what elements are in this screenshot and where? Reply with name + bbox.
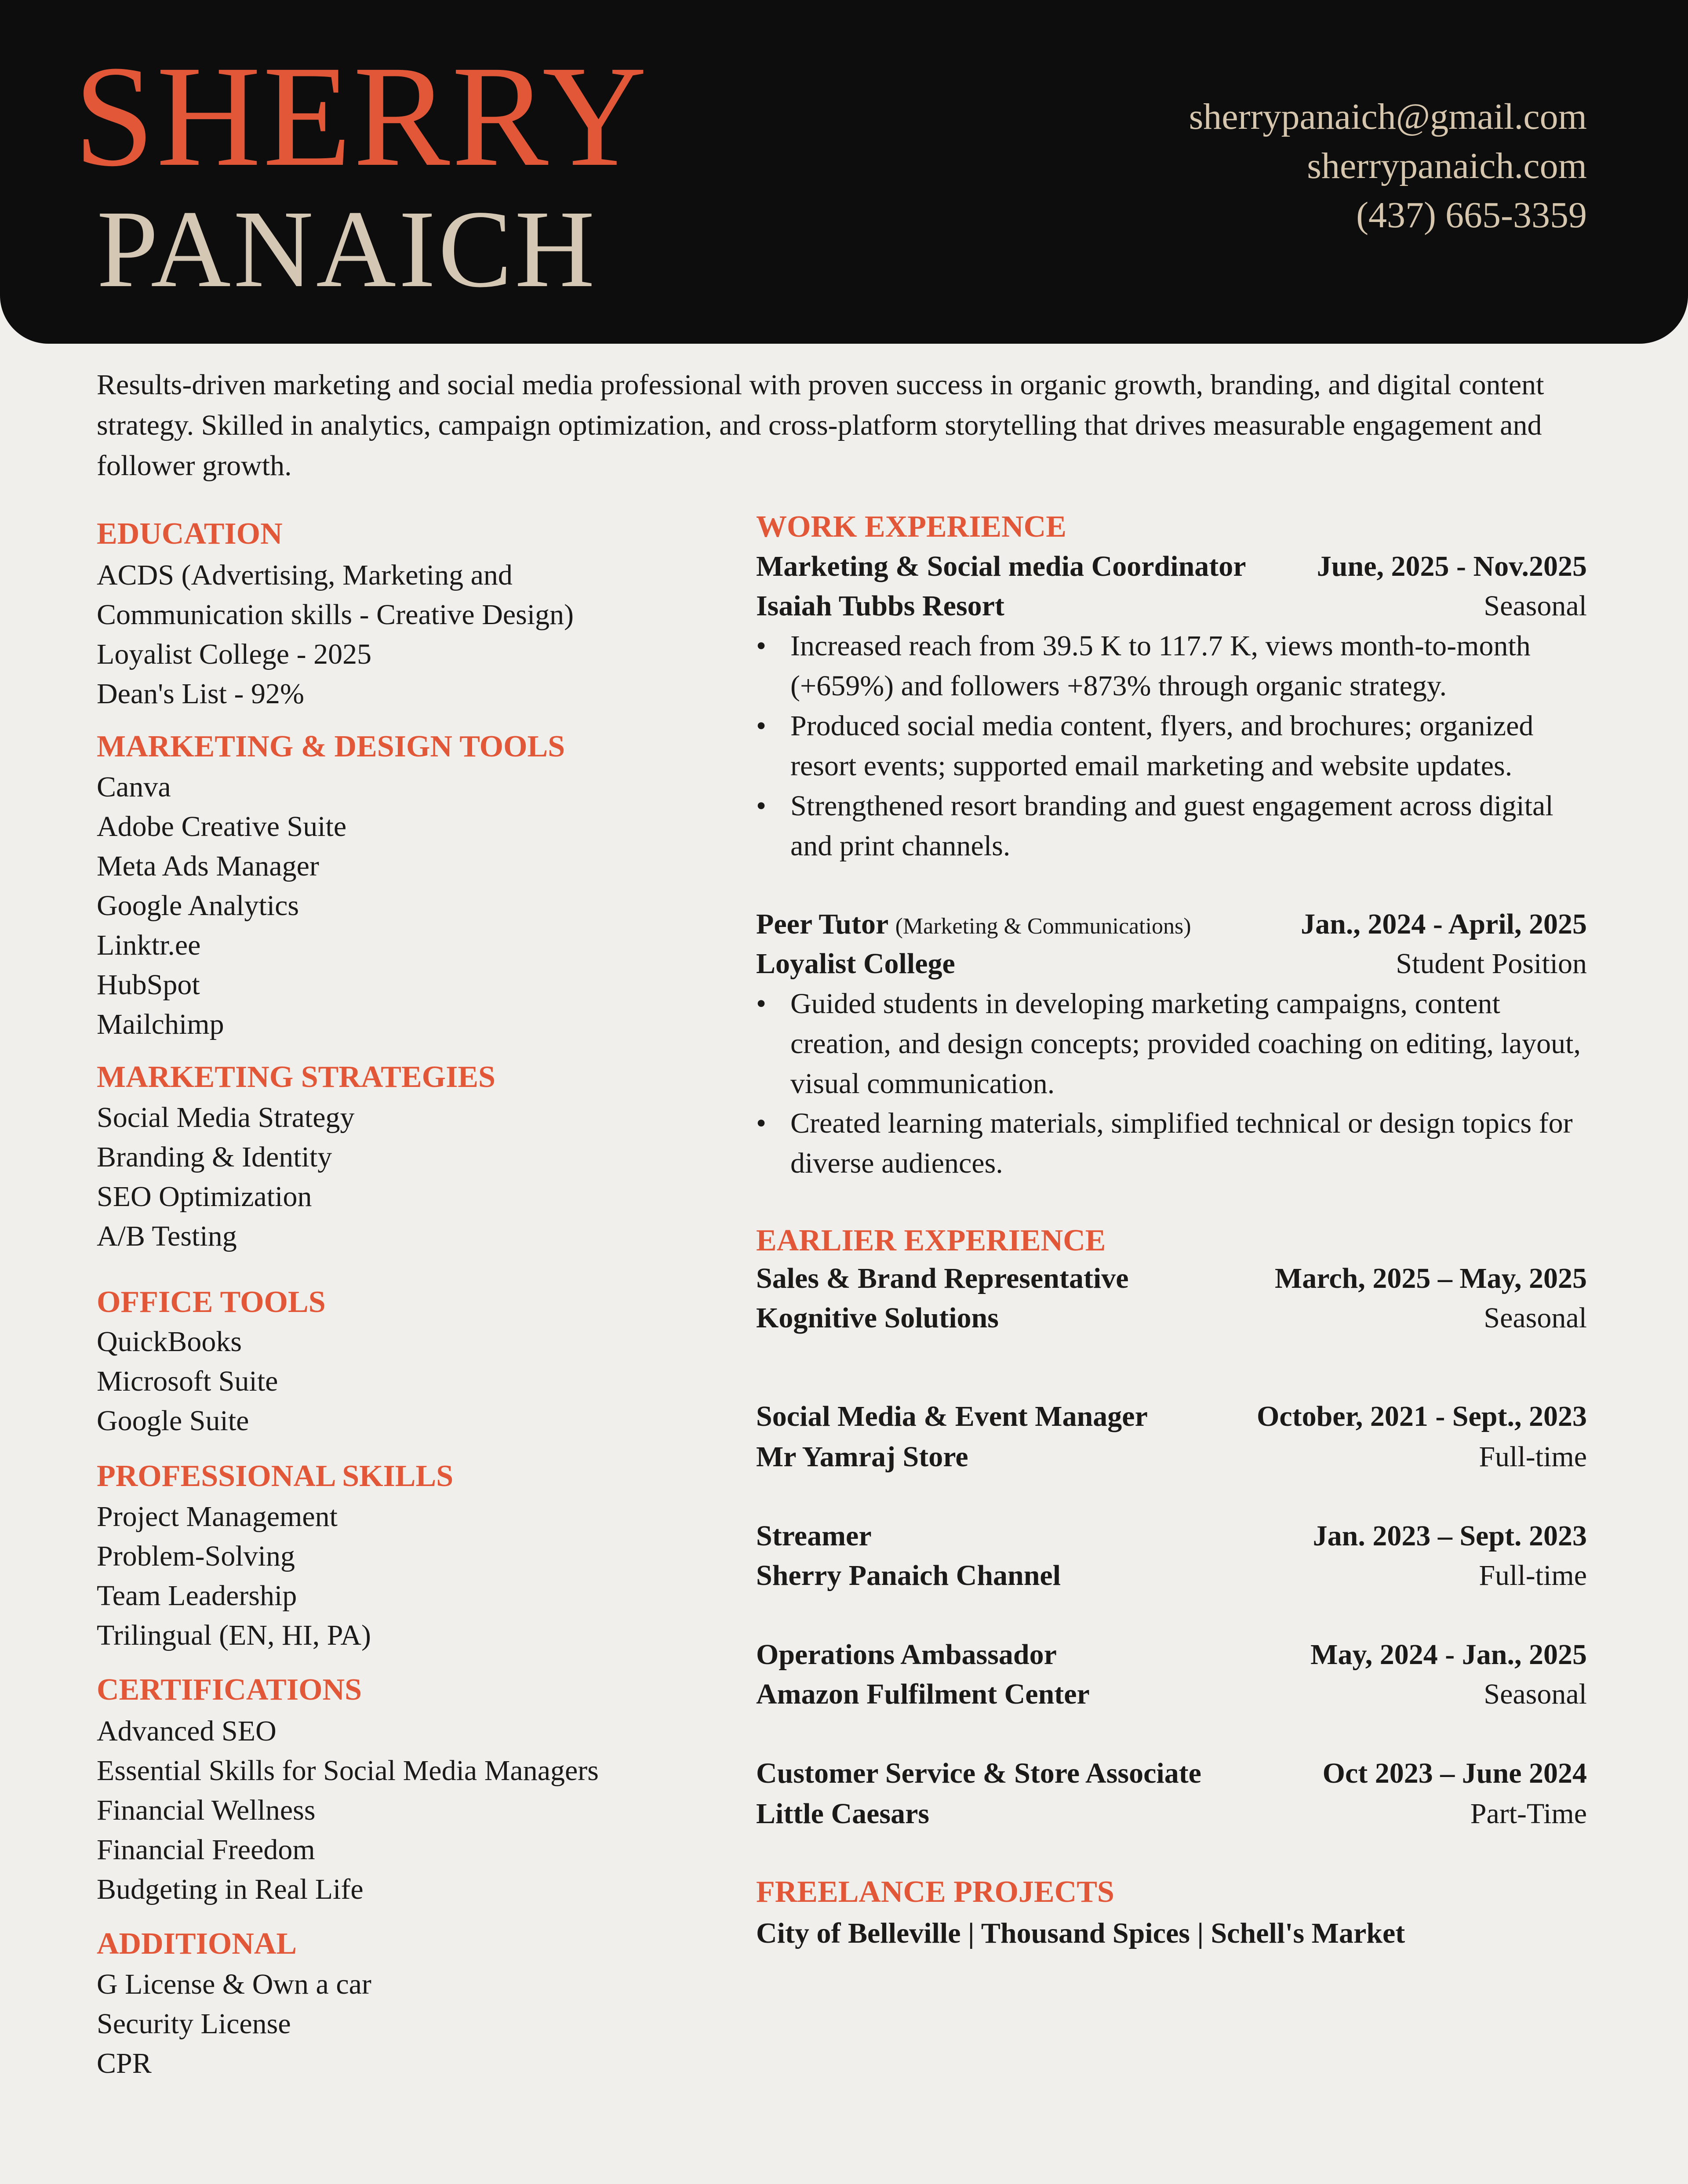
job-title: Customer Service & Store Associate — [756, 1757, 1201, 1789]
job-type: Seasonal — [1484, 590, 1587, 622]
job-title: Marketing & Social media Coordinator — [756, 550, 1246, 582]
job-org: Mr Yamraj Store — [756, 1441, 968, 1473]
earlier-heading: EARLIER EXPERIENCE — [756, 1224, 1106, 1257]
job-org: Sherry Panaich Channel — [756, 1559, 1061, 1592]
job-org: Amazon Fulfilment Center — [756, 1678, 1090, 1710]
job-dates: Jan. 2023 – Sept. 2023 — [1313, 1520, 1587, 1552]
skills-item: Trilingual (EN, HI, PA) — [97, 1619, 371, 1651]
additional-item: G License & Own a car — [97, 1968, 371, 2000]
education-heading: EDUCATION — [97, 517, 283, 551]
strategies-item: A/B Testing — [97, 1220, 237, 1252]
right-column: WORK EXPERIENCE Marketing & Social media Coordinator June, 2025 - Nov.2025 Isaiah Tubbs Resort Seasonal • Increased reach from 39.5 K to 117.7 K, views month-to-month (+659%) and followers +873% through organic strategy. • Produced social media content, flyers, and brochures; organized resort events; supported email marketing and website updates. • Strengthened resort branding and guest engagement across digital and print channels. Peer Tutor (Marketing & Communications) Jan., 2024 - April, 2025 Loyalist College Student Position • Guided students in developing marketing campaigns, content creation, and design concepts; provided coaching on editing, layout, visual communication. • Created learning materials, simplified technical or design topics for diverse audiences. EARLIER EXPERIENCE Sales & Brand Representative March, 2025 – May, 2025 Kognitive Solutions Seasonal Social Media & Event Manager October, 2021 - Sept., 2023 Mr Yamraj Store Full-time Streamer Jan. 2023 – Sept. 2023 Sherry Panaich Channel Full-time Operations Ambassador May, 2024 - Jan., 2025 Amazon Fulfilment Center Seasonal Customer Service & Store Associate Oct 2023 – June 2024 Little Caesars Part-Time FREELANCE PROJECTS City of Belleville | Thousand Spices | Schell's Market — [756, 510, 1587, 1949]
additional-item: CPR — [97, 2047, 152, 2079]
job-dates: March, 2025 – May, 2025 — [1274, 1262, 1587, 1294]
strategies-item: SEO Optimization — [97, 1181, 312, 1213]
job-title-row — [756, 552, 1587, 581]
bullet-dot-icon: • — [756, 988, 767, 1020]
job-org-row — [756, 592, 1587, 621]
certifications-item: Financial Wellness — [97, 1794, 316, 1826]
job-title-row — [756, 1402, 1587, 1431]
education-line: ACDS (Advertising, Marketing and — [97, 559, 513, 591]
job-type: Seasonal — [1484, 1678, 1587, 1710]
strategies-item: Social Media Strategy — [97, 1101, 355, 1134]
tools-item: HubSpot — [97, 969, 200, 1001]
freelance-projects: City of Belleville | Thousand Spices | Schell's Market — [756, 1917, 1405, 1949]
left-column — [97, 0, 725, 2184]
tools-item: Linktr.ee — [97, 929, 201, 961]
certifications-item: Essential Skills for Social Media Managers — [97, 1755, 599, 1787]
job-subtitle: (Marketing & Communications) — [895, 914, 1191, 939]
job-org-row — [756, 1680, 1587, 1709]
job-dates: October, 2021 - Sept., 2023 — [1256, 1400, 1587, 1432]
education-line: Communication skills - Creative Design) — [97, 599, 574, 631]
skills-item: Problem-Solving — [97, 1540, 295, 1572]
strategies-item: Branding & Identity — [97, 1141, 332, 1173]
education-line: Dean's List - 92% — [97, 678, 304, 710]
office-heading: OFFICE TOOLS — [97, 1285, 326, 1319]
tools-item: Meta Ads Manager — [97, 850, 319, 882]
job-dates: June, 2025 - Nov.2025 — [1317, 550, 1587, 582]
job-title: Streamer — [756, 1520, 872, 1552]
job-title-row — [756, 1264, 1587, 1293]
job-type: Full-time — [1479, 1559, 1587, 1592]
certifications-item: Advanced SEO — [97, 1715, 276, 1747]
office-item: Google Suite — [97, 1405, 249, 1437]
job-org: Isaiah Tubbs Resort — [756, 590, 1004, 622]
job-dates: May, 2024 - Jan., 2025 — [1310, 1639, 1587, 1671]
additional-heading: ADDITIONAL — [97, 1927, 297, 1961]
skills-item: Project Management — [97, 1501, 338, 1533]
office-item: Microsoft Suite — [97, 1365, 278, 1397]
job-type: Part-Time — [1470, 1798, 1587, 1830]
bullet-dot-icon: • — [756, 630, 767, 662]
job-title-row — [756, 1640, 1587, 1669]
freelance-heading: FREELANCE PROJECTS — [756, 1875, 1114, 1909]
job-type: Student Position — [1396, 948, 1587, 980]
job-org-row — [756, 1561, 1587, 1590]
job-title: Social Media & Event Manager — [756, 1400, 1148, 1432]
office-item: QuickBooks — [97, 1326, 242, 1358]
certifications-item: Budgeting in Real Life — [97, 1873, 364, 1905]
work-heading: WORK EXPERIENCE — [756, 510, 1066, 544]
job-title: Operations Ambassador — [756, 1639, 1057, 1671]
certifications-heading: CERTIFICATIONS — [97, 1673, 362, 1707]
job-org: Loyalist College — [756, 948, 955, 980]
bullet-dot-icon: • — [756, 790, 767, 822]
job-dates: Jan., 2024 - April, 2025 — [1301, 908, 1587, 940]
bullet-dot-icon: • — [756, 1107, 767, 1139]
tools-item: Adobe Creative Suite — [97, 810, 347, 843]
summary: Results-driven marketing and social media professional with proven success in organic growth, branding, and digital content strategy. Skilled in analytics, campaign optimization, and cross-platform storytelling that drives measurable engagement and follower growth. — [97, 369, 1544, 482]
additional-item: Security License — [97, 2008, 291, 2040]
job-dates: Oct 2023 – June 2024 — [1322, 1757, 1587, 1789]
phone[interactable]: (437) 665-3359 — [1356, 195, 1587, 236]
job-title-row — [756, 1759, 1587, 1788]
job-org-row — [756, 1443, 1587, 1472]
tools-heading: MARKETING & DESIGN TOOLS — [97, 730, 565, 763]
tools-item: Canva — [97, 771, 171, 803]
job-title: Sales & Brand Representative — [756, 1262, 1129, 1294]
job-org: Kognitive Solutions — [756, 1302, 999, 1334]
job-type: Full-time — [1479, 1441, 1587, 1473]
job-org: Little Caesars — [756, 1798, 930, 1830]
tools-item: Mailchimp — [97, 1008, 224, 1040]
skills-item: Team Leadership — [97, 1580, 297, 1612]
email[interactable]: sherrypanaich@gmail.com — [1189, 96, 1587, 137]
job-title: Peer Tutor — [756, 908, 888, 940]
job-org-row — [756, 1304, 1587, 1333]
job-org-row — [756, 949, 1587, 978]
skills-heading: PROFESSIONAL SKILLS — [97, 1459, 454, 1493]
last-name: PANAICH — [97, 187, 597, 310]
job-title-row — [756, 910, 1587, 939]
job-title-row — [756, 1522, 1587, 1551]
tools-item: Google Analytics — [97, 890, 299, 922]
job-type: Seasonal — [1484, 1302, 1587, 1334]
first-name: SHERRY — [74, 36, 649, 196]
education-line: Loyalist College - 2025 — [97, 638, 372, 670]
website[interactable]: sherrypanaich.com — [1307, 145, 1587, 186]
certifications-item: Financial Freedom — [97, 1834, 315, 1866]
job-org-row — [756, 1799, 1587, 1828]
strategies-heading: MARKETING STRATEGIES — [97, 1060, 495, 1094]
bullet-dot-icon: • — [756, 710, 767, 742]
